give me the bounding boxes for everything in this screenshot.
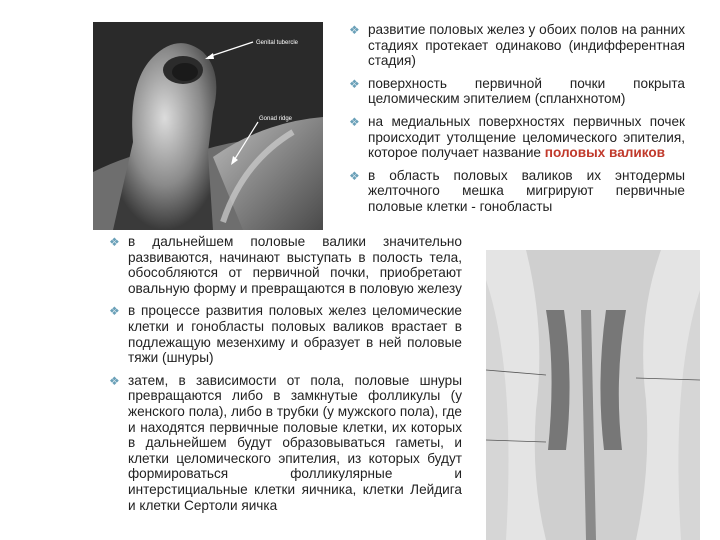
bullet-text: на медиальных поверхностях первичных почек происходит утолщение целомического эпителия, которое получает название bbox=[368, 113, 685, 161]
bullet-icon: ❖ bbox=[349, 168, 360, 183]
highlighted-term: половых валиков bbox=[544, 145, 666, 161]
list-item bbox=[109, 372, 462, 513]
histology-drawing bbox=[486, 250, 700, 540]
bullet-icon: ❖ bbox=[349, 114, 360, 129]
sem-micrograph-image bbox=[93, 22, 323, 230]
histology-section-image bbox=[486, 250, 700, 540]
bullet-icon: ❖ bbox=[349, 76, 360, 91]
list-item bbox=[109, 234, 462, 296]
photo-caption-gonad-ridge: Gonad ridge bbox=[259, 116, 293, 122]
list-item bbox=[109, 303, 462, 366]
bullet-icon: ❖ bbox=[109, 304, 120, 319]
bullet-icon: ❖ bbox=[349, 23, 360, 37]
bullet-text: затем, в зависимости от пола, половые шнуры превращаются либо в замкнутые фолликулы (у женского пола), либо в трубки (у мужского пола), где и находятся первичные половые клетки, их которых в дальнейшем будут образовываться гаметы, и клетки целомического эпителия, из которых будут формироваться фолликулярные и интерстициальные клетки яичника, клетки Лейдига и клетки Сертоли яичка bbox=[128, 372, 462, 513]
photo-caption-genital-tubercle: Genital tubercle bbox=[256, 40, 299, 46]
list-item bbox=[349, 167, 685, 215]
sem-micrograph-drawing bbox=[93, 22, 323, 230]
bullet-text: в дальнейшем половые валики значительно развиваются, начинают выступать в полость тела, обособляются от первичной почки, приобретают овальную форму и превращаются в половую железу bbox=[128, 234, 462, 296]
bullet-icon: ❖ bbox=[109, 235, 120, 249]
right-bullet-list bbox=[349, 22, 685, 222]
list-item bbox=[349, 113, 685, 161]
bullet-icon: ❖ bbox=[109, 373, 120, 388]
list-item bbox=[349, 75, 685, 107]
bullet-text: поверхность первичной почки покрыта целомическим эпителием (спланхнотом) bbox=[368, 75, 685, 107]
bullet-text: в процессе развития половых желез целомические клетки и гонобласты половых валиков врастает в подлежащую мезенхиму и образует в ней половые тяжи (шнуры) bbox=[128, 303, 462, 366]
left-bullet-list bbox=[109, 234, 462, 520]
list-item bbox=[349, 22, 685, 69]
bullet-text: в область половых валиков их энтодермы желточного мешка мигрируют первичные половые клетки - гонобласты bbox=[368, 167, 685, 214]
bullet-text: развитие половых желез у обоих полов на ранних стадиях протекает одинаково (индифферентная стадия) bbox=[368, 22, 685, 69]
